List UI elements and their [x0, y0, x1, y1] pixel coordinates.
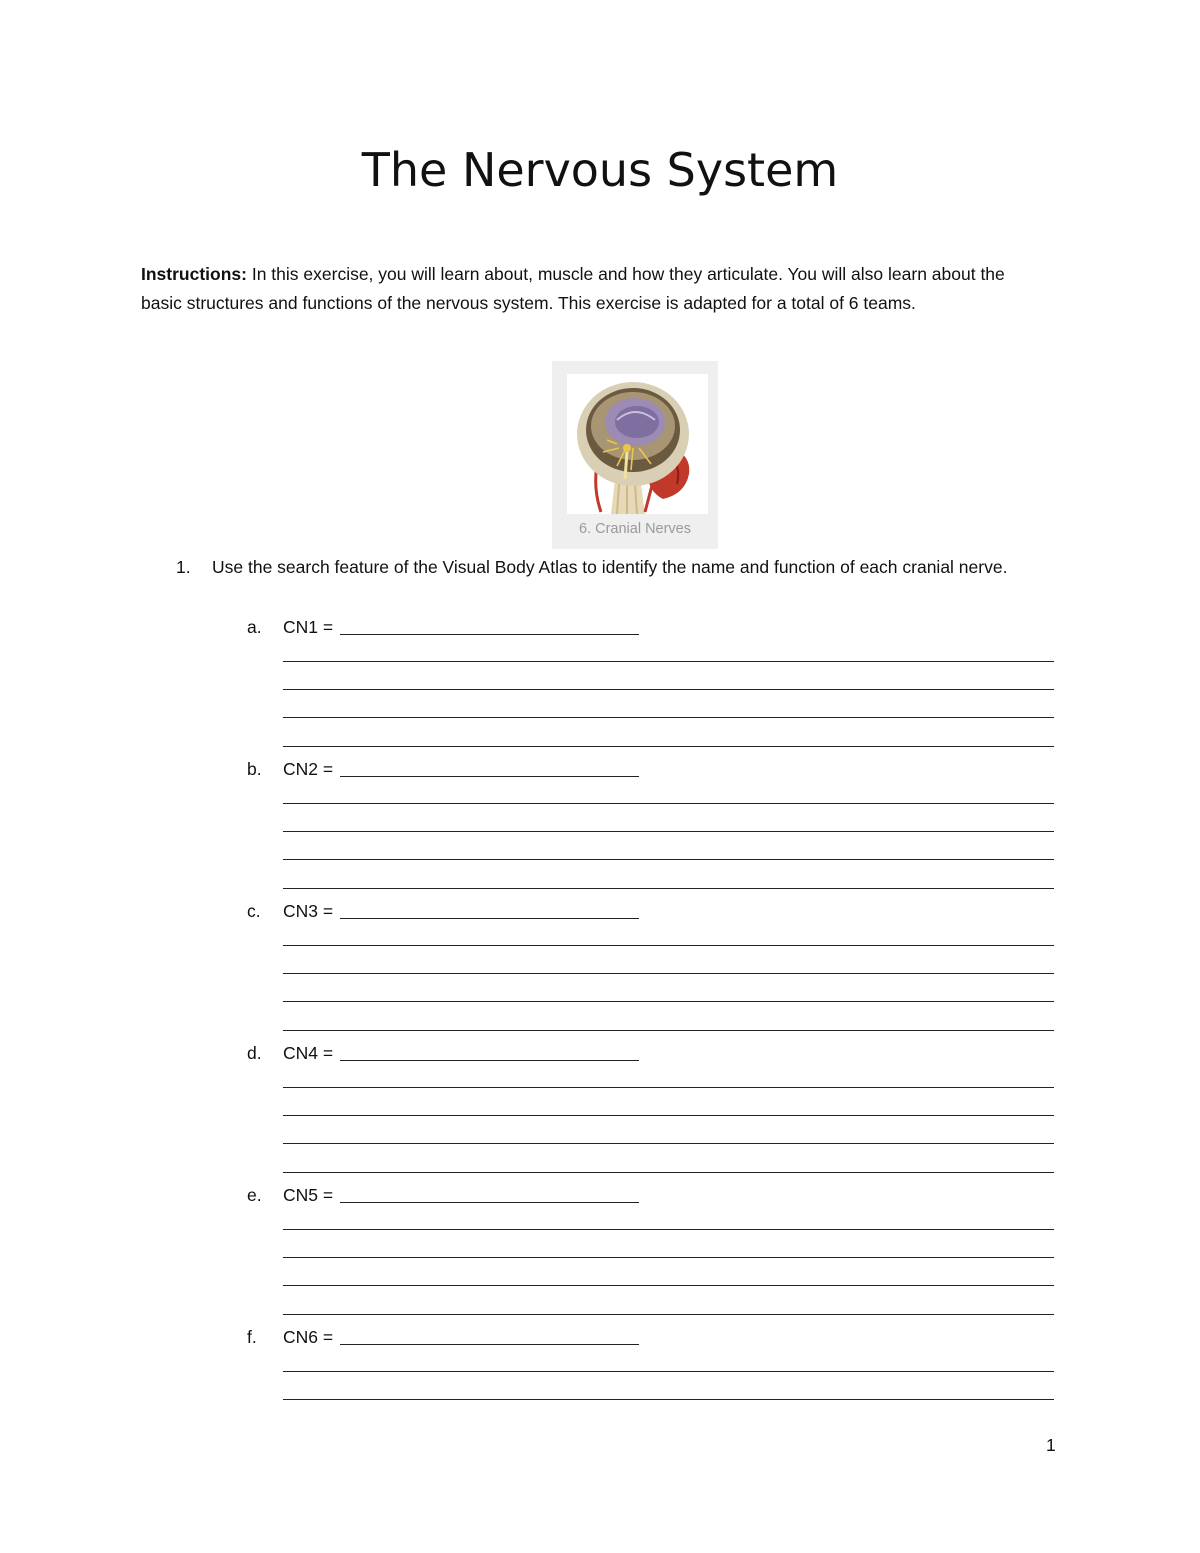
answer-line[interactable] — [283, 1285, 1054, 1286]
answer-line[interactable] — [283, 689, 1054, 690]
name-blank-line[interactable] — [340, 776, 639, 777]
name-blank-line[interactable] — [340, 1344, 639, 1345]
item-label: CN6 = — [283, 1327, 334, 1347]
item-letter: f. — [247, 1327, 257, 1347]
question-number: 1. — [176, 557, 191, 577]
instructions-label: Instructions: — [141, 264, 247, 284]
answer-line[interactable] — [283, 1172, 1054, 1173]
item-label: CN5 = — [283, 1185, 334, 1205]
answer-line[interactable] — [283, 1030, 1054, 1031]
item-label: CN2 = — [283, 759, 334, 779]
answer-item-cn2 — [0, 755, 1200, 885]
answer-line[interactable] — [283, 973, 1054, 974]
answer-line[interactable] — [283, 803, 1054, 804]
answer-line[interactable] — [283, 717, 1054, 718]
item-letter: e. — [247, 1185, 262, 1205]
question-text: Use the search feature of the Visual Body Atlas to identify the name and function of each cranial nerve. — [212, 557, 1008, 577]
item-letter: b. — [247, 759, 262, 779]
answer-item-cn4 — [0, 1039, 1200, 1169]
answer-line[interactable] — [283, 1257, 1054, 1258]
answer-line[interactable] — [283, 888, 1054, 889]
answer-line[interactable] — [283, 1087, 1054, 1088]
answer-line[interactable] — [283, 831, 1054, 832]
name-blank-line[interactable] — [340, 1202, 639, 1203]
answer-line[interactable] — [283, 661, 1054, 662]
cranial-nerves-figure — [552, 361, 718, 549]
answer-line[interactable] — [283, 945, 1054, 946]
name-blank-line[interactable] — [340, 918, 639, 919]
name-blank-line[interactable] — [340, 1060, 639, 1061]
item-label: CN1 = — [283, 617, 334, 637]
instructions-text: In this exercise, you will learn about, muscle and how they articulate. You will also learn about the basic structures and functions of the nervous system. This exercise is adapted for a total of 6 teams. — [141, 264, 1005, 313]
answer-line[interactable] — [283, 859, 1054, 860]
name-blank-line[interactable] — [340, 634, 639, 635]
answer-line[interactable] — [283, 1115, 1054, 1116]
answer-line[interactable] — [283, 1371, 1054, 1372]
page-title: The Nervous System — [361, 143, 839, 197]
answer-line[interactable] — [283, 746, 1054, 747]
head-anatomy-illustration — [567, 374, 708, 514]
answer-line[interactable] — [283, 1001, 1054, 1002]
answer-item-cn3 — [0, 897, 1200, 1027]
item-letter: a. — [247, 617, 262, 637]
answer-item-cn6 — [0, 1323, 1200, 1453]
answer-line[interactable] — [283, 1399, 1054, 1400]
answer-line[interactable] — [283, 1143, 1054, 1144]
answer-item-cn1 — [0, 613, 1200, 743]
figure-caption: 6. Cranial Nerves — [578, 521, 691, 537]
instructions-paragraph — [141, 260, 1041, 318]
answer-line[interactable] — [283, 1314, 1054, 1315]
item-letter: c. — [247, 901, 261, 921]
head-anatomy-image — [567, 374, 708, 514]
item-letter: d. — [247, 1043, 262, 1063]
answer-line[interactable] — [283, 1229, 1054, 1230]
item-label: CN4 = — [283, 1043, 334, 1063]
answer-item-cn5 — [0, 1181, 1200, 1311]
page-number: 1 — [1046, 1435, 1056, 1455]
item-label: CN3 = — [283, 901, 334, 921]
